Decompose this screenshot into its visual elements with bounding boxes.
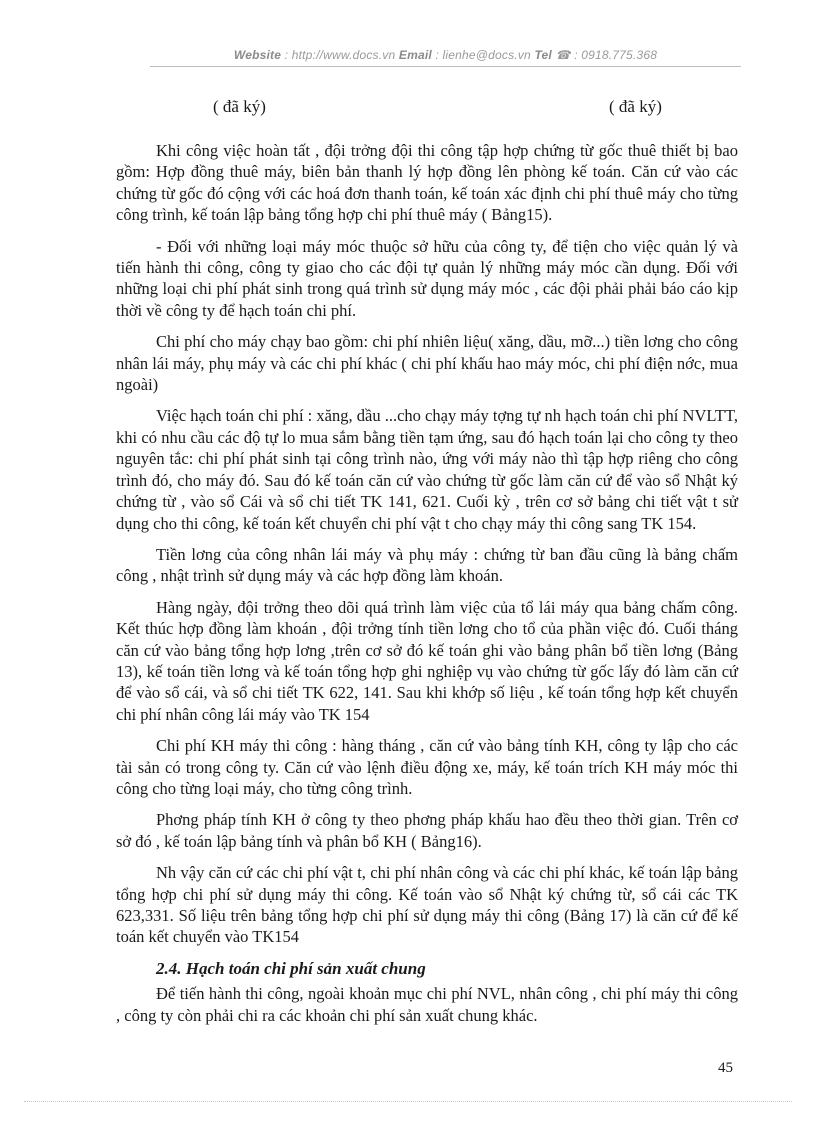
- paragraph: Tiền lơng của công nhân lái máy và phụ máy : chứng từ ban đầu cũng là bảng chấm công , nhật trình sử dụng máy và các hợp đồng làm khoán.: [116, 544, 738, 586]
- website-label: Website: [233, 48, 282, 62]
- page-number: 45: [718, 1060, 733, 1076]
- paragraph: - Đối với những loại máy móc thuộc sở hữu của công ty, để tiện cho việc quản lý và tiến hành thi công, công ty giao cho các đội tự quản lý những máy móc cần dụng. Đối với những loại chi phí phát sinh trong quá trình sử dụng máy móc , các đội phải phải báo cáo kịp thời về công ty để hạch toán chi phí.: [116, 236, 738, 320]
- footer-divider: [24, 1101, 792, 1102]
- email-label: Email: [398, 48, 432, 62]
- signature-left: ( đã ký): [213, 97, 266, 116]
- document-body: [116, 140, 738, 1036]
- paragraph: Chi phí cho máy chạy bao gồm: chi phí nhiên liệu( xăng, dầu, mỡ...) tiền lơng cho công nhân lái máy, phụ máy và các chi phí khác ( chi phí khấu hao máy móc, chi phí điện nớc, mua ngoài): [116, 332, 738, 395]
- header-divider: [150, 66, 741, 67]
- tel-value: ☎ : 0918.775.368: [555, 48, 658, 62]
- paragraph: Chi phí KH máy thi công : hàng tháng , căn cứ vào bảng tính KH, công ty lập cho các tài sản có trong công ty. Căn cứ vào lệnh điều động xe, máy, kế toán trích KH máy móc thi công cho từng loại máy, cho từng công trình.: [116, 736, 738, 798]
- paragraph: Việc hạch toán chi phí : xăng, dầu ...cho chạy máy tợng tự nh hạch toán chi phí NVLTT, khi có nhu cầu các độ tự lo mua sắm bằng tiền tạm ứng, sau đó hạch toán lại cho công ty theo nguyên tắc: chi phí phát sinh tại công trình nào, ứng với máy nào thì tập hợp riêng cho công trình đó, cho máy đó. Sau đó kế toán căn cứ vào chứng từ gốc làm căn cứ để vào sổ Nhật ký chứng từ , vào sổ Cái và sổ chi tiết TK 141, 621. Cuối kỳ , trên cơ sở bảng chi tiết vật t sử dụng cho thi công, kế toán kết chuyển chi phí vật t cho chạy máy thi công sang TK 154.: [116, 406, 738, 533]
- website-value: : http://www.docs.vn: [284, 48, 396, 62]
- section-heading: 2.4. Hạch toán chi phí sản xuất chung: [156, 958, 426, 978]
- paragraph: Nh vậy căn cứ các chi phí vật t, chi phí nhân công và các chi phí khác, kế toán lập bảng tổng hợp chi phí sử dụng máy thi công. Kế toán vào sổ Nhật ký chứng từ, sổ cái các TK 623,331. Số liệu trên bảng tổng hợp chi phí sử dụng máy thi công (Bảng 17) là căn cứ để kế toán kết chuyển vào TK154: [116, 863, 738, 947]
- paragraph: Khi công việc hoàn tất , đội trởng đội thi công tập hợp chứng từ gốc thuê thiết bị bao gồm: Hợp đồng thuê máy, biên bản thanh lý hợp đồng lên phòng kế toán. Căn cứ vào các chứng từ gốc đó cộng với các hoá đơn thanh toán, kế toán xác định chi phí thuê máy cho từng công trình, kế toán lập bảng tổng hợp chi phí thuê máy ( Bảng15).: [116, 141, 738, 225]
- paragraph: Hàng ngày, đội trởng theo dõi quá trình làm việc của tổ lái máy qua bảng chấm công. Kết thúc hợp đồng làm khoán , đội trởng tính tiền lơng cho tổ của phần việc đó. Cuối tháng căn cứ vào bảng tổng hợp lơng ,trên cơ sở đó kế toán ghi vào bảng phân bổ tiền lơng (Bảng 13), kế toán tiền lơng và kế toán tổng hợp ghi nghiệp vụ vào chứng từ gốc lấy đó làm căn cứ để vào sổ cái, và sổ chi tiết TK 622, 141. Sau khi khớp số liệu , kế toán tổng hợp kết chuyển chi phí nhân công lái máy vào TK 154: [116, 597, 738, 724]
- paragraph: Để tiến hành thi công, ngoài khoản mục chi phí NVL, nhân công , chi phí máy thi công , công ty còn phải chi ra các khoản chi phí sản xuất chung khác.: [116, 984, 738, 1025]
- email-value: : lienhe@docs.vn: [435, 48, 531, 62]
- tel-label: Tel: [534, 48, 552, 62]
- signature-right: ( đã ký): [609, 97, 662, 116]
- paragraph: Phơng pháp tính KH ở công ty theo phơng pháp khấu hao đều theo thời gian. Trên cơ sở đó , kế toán lập bảng tính và phân bổ KH ( Bảng16).: [116, 810, 738, 851]
- page-header: [150, 48, 741, 62]
